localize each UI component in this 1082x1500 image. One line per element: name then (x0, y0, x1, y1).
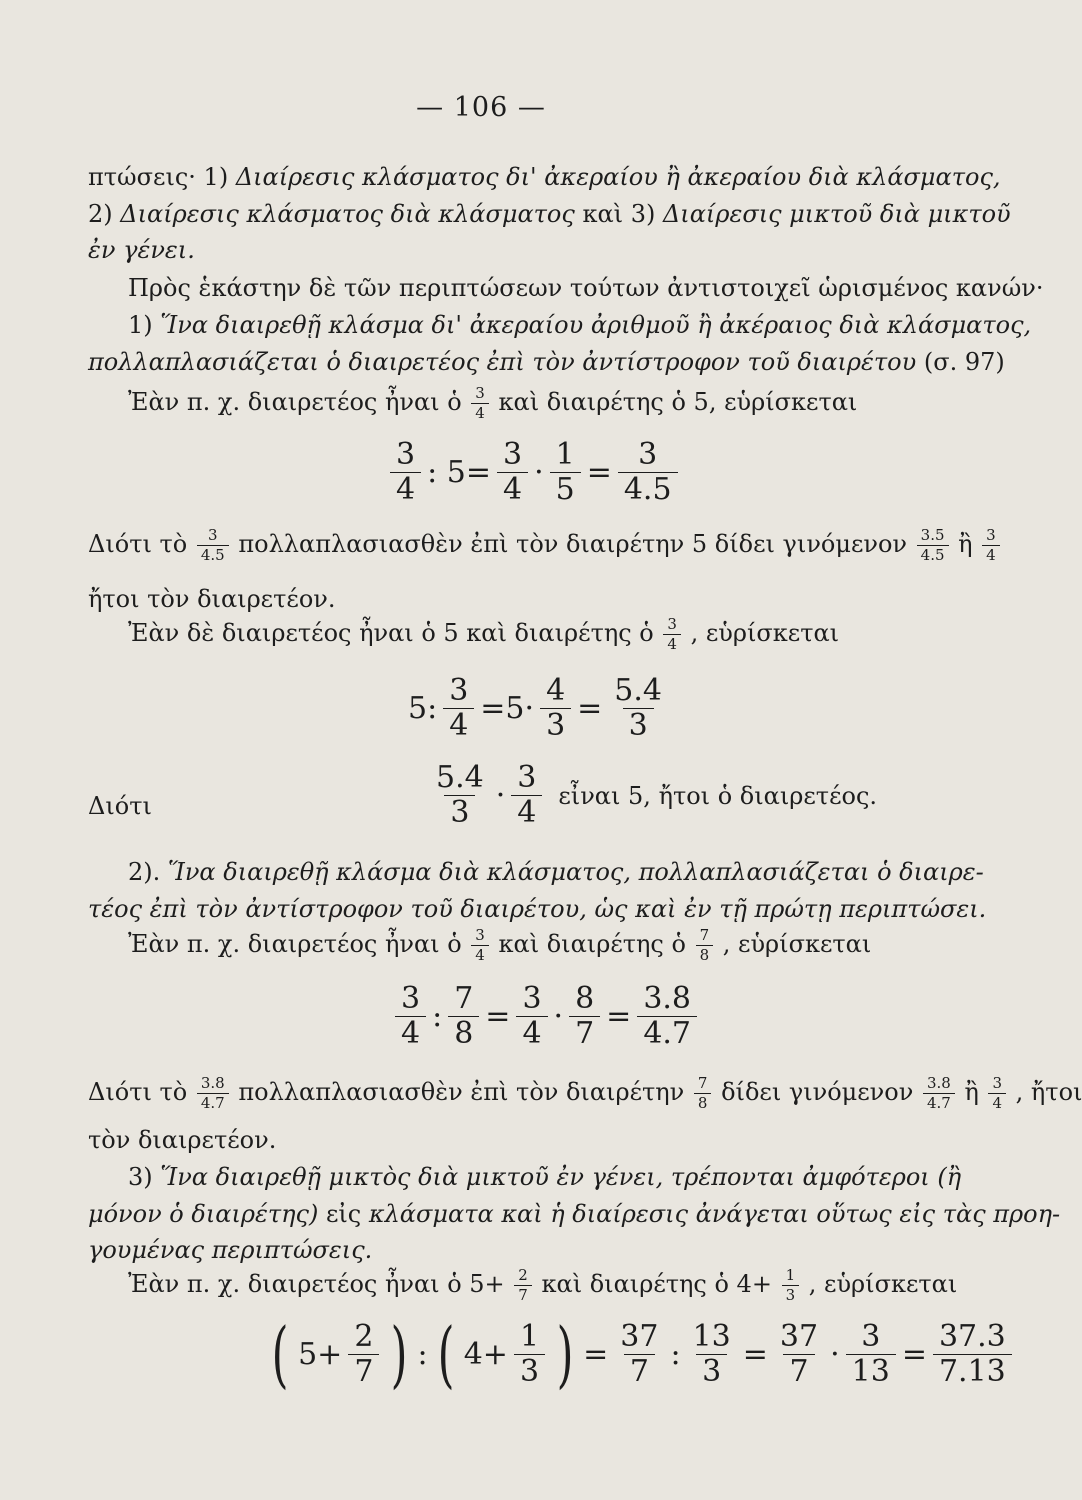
text-line-10: ἤτοι τὸν διαιρετέον. (88, 585, 336, 613)
fraction: $\frac{7}{8}$ (694, 1076, 712, 1111)
text-line-16: Ἐὰν π. χ. διαιρετέος ἦναι ὁ $\frac{3}{4}$ καὶ διαιρέτης ὁ $\frac{7}{8}$ , εὑρίσκεται (128, 926, 872, 964)
fraction: $\frac{8}{7}$ (569, 984, 600, 1049)
fraction: $\frac{3.8}{4.7}$ (923, 1076, 955, 1111)
text-line-6: πολλαπλασιάζεται ὁ διαιρετέος ἐπὶ τὸν ἀντίστροφον τοῦ διαιρέτου (σ. 97) (88, 348, 1005, 376)
text-line-11: Ἐὰν δὲ διαιρετέος ἦναι ὁ 5 καὶ διαιρέτης ὁ $\frac{3}{4}$ , εὑρίσκεται (128, 615, 840, 653)
text-line-15: τέος ἐπὶ τὸν ἀντίστροφον τοῦ διαιρέτου, ὡς καὶ ἐν τῇ πρώτῃ περιπτώσει. (88, 895, 987, 923)
fraction: $\frac{5.4}{3}$ (614, 673, 663, 743)
fraction: $\frac{3}{4}$ (663, 617, 681, 652)
fraction: $\frac{3}{4.5}$ (618, 440, 678, 505)
fraction: $\frac{7}{8}$ (696, 928, 714, 963)
fraction: $\frac{3}{4}$ (988, 1076, 1006, 1111)
fraction: $\frac{3.8}{4.7}$ (197, 1076, 229, 1111)
equation-1: $\frac{3}{4}$ : 5= $\frac{3}{4}$ · $\frac{1}{5}$ = $\frac{3}{4.5}$ (388, 440, 680, 505)
text-line-23: Ἐὰν π. χ. διαιρετέος ἦναι ὁ 5+ $\frac{2}{7}$ καὶ διαιρέτης ὁ 4+ $\frac{1}{3}$ , εὑρίσκεται (128, 1266, 958, 1304)
text-line-20: 3) Ἵνα διαιρεθῇ μικτὸς διὰ μικτοῦ ἐν γένει, τρέπονται ἀμφότεροι (ἢ (128, 1163, 962, 1191)
text-line-21: μόνον ὁ διαιρέτης) εἰς κλάσματα καὶ ἡ διαίρεσις ἀνάγεται οὕτως εἰς τὰς προη- (88, 1200, 1061, 1228)
fraction: $\frac{37}{7}$ (779, 1318, 819, 1389)
fraction: $\frac{3}{4}$ (516, 984, 547, 1049)
text-line-3: ἐν γένει. (88, 236, 195, 264)
fraction: $\frac{3}{4}$ (443, 676, 474, 741)
fraction: $\frac{2}{7}$ (348, 1322, 379, 1387)
fraction: $\frac{37}{7}$ (620, 1318, 659, 1389)
equation-3: $\frac{5.4}{3}$ · $\frac{3}{4}$ εἶναι 5, ἤτοι ὁ διαιρετέος. (428, 763, 877, 828)
fraction-3-4: $\frac{3}{4}$ (471, 386, 489, 421)
text-line-2: 2) Διαίρεσις κλάσματος διὰ κλάσματος καὶ 3) Διαίρεσις μικτοῦ διὰ μικτοῦ (88, 200, 1011, 228)
text-line-7: Ἐὰν π. χ. διαιρετέος ἦναι ὁ $\frac{3}{4}$ καὶ διαιρέτης ὁ 5, εὑρίσκεται (128, 384, 858, 422)
fraction: $\frac{37.3}{7.13}$ (933, 1322, 1012, 1387)
fraction: $\frac{1}{3}$ (514, 1322, 545, 1387)
equation-2: 5: $\frac{3}{4}$ =5· $\frac{4}{3}$ = $\frac{5.4}{3}$ (408, 676, 670, 741)
fraction: $\frac{7}{8}$ (448, 984, 479, 1049)
equation-4: $\frac{3}{4}$ : $\frac{7}{8}$ = $\frac{3}{4}$ · $\frac{8}{7}$ = $\frac{3.8}{4.7}$ (393, 984, 699, 1049)
fraction: $\frac{3}{4}$ (497, 440, 528, 505)
fraction: $\frac{3.5}{4.5}$ (917, 528, 949, 563)
text-line-19: τὸν διαιρετέον. (88, 1126, 277, 1154)
fraction: $\frac{3}{4}$ (982, 528, 1000, 563)
fraction: $\frac{13}{3}$ (692, 1318, 731, 1389)
fraction: $\frac{2}{7}$ (514, 1268, 532, 1303)
text-line-13-label: Διότι (88, 792, 152, 820)
fraction: $\frac{3}{4}$ (471, 928, 489, 963)
fraction: $\frac{3}{4}$ (395, 984, 426, 1049)
text-line-5: 1) Ἵνα διαιρεθῇ κλάσμα δι' ἀκεραίου ἀριθμοῦ ἢ ἀκέραιος διὰ κλάσματος, (128, 311, 1032, 339)
fraction: $\frac{3}{4.5}$ (197, 528, 229, 563)
fraction: $\frac{4}{3}$ (540, 676, 571, 741)
fraction: $\frac{3.8}{4.7}$ (637, 984, 697, 1049)
text-line-22: γουμένας περιπτώσεις. (88, 1236, 373, 1264)
text-line-4: Πρὸς ἑκάστην δὲ τῶν περιπτώσεων τούτων ἀντιστοιχεῖ ὡρισμένος κανών· (128, 274, 1044, 302)
fraction: $\frac{1}{5}$ (550, 440, 581, 505)
text-line-14: 2). Ἵνα διαιρεθῇ κλάσμα διὰ κλάσματος, πολλαπλασιάζεται ὁ διαιρε- (128, 858, 984, 886)
fraction: $\frac{1}{3}$ (782, 1268, 800, 1303)
fraction: $\frac{3}{13}$ (846, 1322, 896, 1387)
text-line-18: Διότι τὸ $\frac{3.8}{4.7}$ πολλαπλασιασθὲν ἐπὶ τὸν διαιρέτην $\frac{7}{8}$ δίδει γινόμενον $\frac{3.8}{4.7}$ ἢ $\frac{3}{4}$ , ἤτοι (88, 1074, 1082, 1112)
page-number: — 106 — (416, 92, 546, 123)
equation-5: ( 5+ $\frac{2}{7}$ ) : ( 4+ $\frac{1}{3}$ ) = $\frac{37}{7}$ : $\frac{13}{3}$ = $\frac{37}{7}$ · $\frac{3}{13}$ = $\frac{37.3}{7.13}$ (266, 1318, 1014, 1390)
fraction: $\frac{3}{4}$ (511, 763, 542, 828)
fraction: $\frac{5.4}{3}$ (436, 760, 484, 830)
text-line-1: πτώσεις· 1) Διαίρεσις κλάσματος δι' ἀκεραίου ἢ ἀκεραίου διὰ κλάσματος, (88, 163, 1001, 191)
fraction: $\frac{3}{4}$ (390, 440, 421, 505)
text-line-9: Διότι τὸ $\frac{3}{4.5}$ πολλαπλασιασθὲν ἐπὶ τὸν διαιρέτην 5 δίδει γινόμενον $\frac{3.5}{4.5}$ ἢ $\frac{3}{4}$ (88, 528, 1002, 563)
